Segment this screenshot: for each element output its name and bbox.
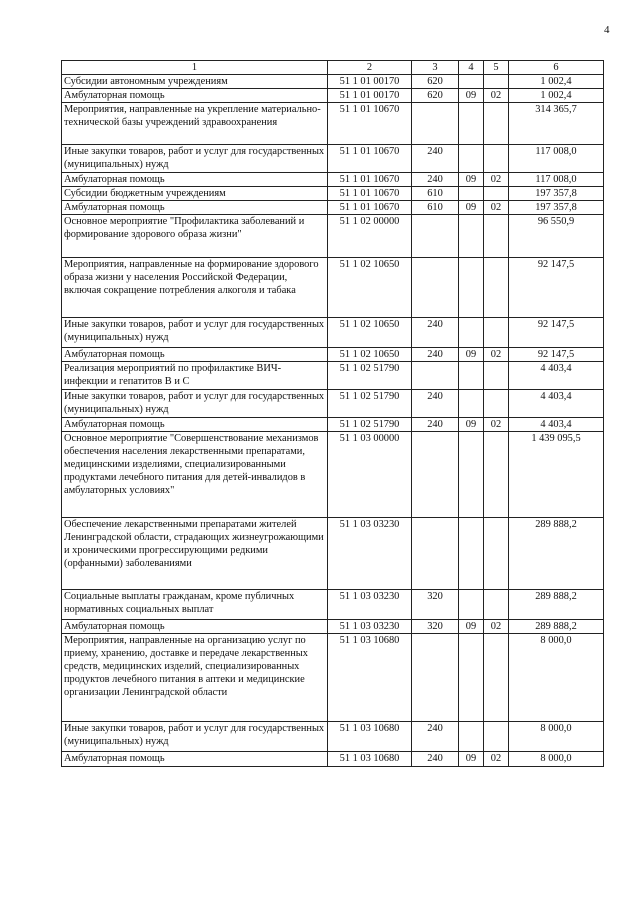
row-rz-cell <box>459 722 484 752</box>
row-rz-cell <box>459 590 484 620</box>
row-sum-cell: 92 147,5 <box>509 318 604 348</box>
row-name-cell: Мероприятия, направленные на укрепление материально-технической базы учреждений здравоохранения <box>62 103 328 145</box>
row-kvr-cell: 240 <box>412 752 459 767</box>
row-sum-cell: 4 403,4 <box>509 418 604 432</box>
row-rz-cell: 09 <box>459 348 484 362</box>
row-kvr-cell: 610 <box>412 187 459 201</box>
table-row <box>62 103 604 145</box>
row-rz-cell <box>459 75 484 89</box>
row-kvr-cell <box>412 432 459 518</box>
row-kvr-cell: 620 <box>412 89 459 103</box>
row-rz-cell: 09 <box>459 620 484 634</box>
row-pr-cell <box>484 432 509 518</box>
row-name-cell: Мероприятия, направленные на организацию услуг по приему, хранению, доставке и передаче лекарственных средств, медицинских изделий, специализированных продуктов лечебного питания в аптеки и медицинские организации Ленинградской области <box>62 634 328 722</box>
row-rz-cell <box>459 518 484 590</box>
row-rz-cell <box>459 258 484 318</box>
row-sum-cell: 289 888,2 <box>509 518 604 590</box>
row-kvr-cell: 240 <box>412 722 459 752</box>
row-kvr-cell: 240 <box>412 390 459 418</box>
row-code-cell: 51 1 02 51790 <box>328 362 412 390</box>
row-name-cell: Иные закупки товаров, работ и услуг для государственных (муниципальных) нужд <box>62 722 328 752</box>
row-pr-cell <box>484 518 509 590</box>
row-code-cell: 51 1 02 10650 <box>328 318 412 348</box>
row-code-cell: 51 1 01 10670 <box>328 145 412 173</box>
row-code-cell: 51 1 03 03230 <box>328 518 412 590</box>
row-code-cell: 51 1 03 03230 <box>328 620 412 634</box>
row-sum-cell: 8 000,0 <box>509 634 604 722</box>
row-pr-cell: 02 <box>484 173 509 187</box>
header-col-1: 1 <box>62 61 328 75</box>
row-pr-cell: 02 <box>484 89 509 103</box>
row-pr-cell <box>484 634 509 722</box>
table-row <box>62 418 604 432</box>
row-pr-cell <box>484 258 509 318</box>
header-col-3: 3 <box>412 61 459 75</box>
table-row <box>62 432 604 518</box>
table-row <box>62 145 604 173</box>
row-kvr-cell <box>412 215 459 258</box>
row-name-cell: Субсидии бюджетным учреждениям <box>62 187 328 201</box>
row-kvr-cell: 240 <box>412 348 459 362</box>
table-row <box>62 258 604 318</box>
budget-table <box>61 60 604 767</box>
row-sum-cell: 117 008,0 <box>509 145 604 173</box>
row-kvr-cell: 240 <box>412 318 459 348</box>
table-row <box>62 390 604 418</box>
row-pr-cell <box>484 362 509 390</box>
row-rz-cell <box>459 187 484 201</box>
row-code-cell: 51 1 03 10680 <box>328 634 412 722</box>
row-kvr-cell <box>412 518 459 590</box>
row-code-cell: 51 1 01 10670 <box>328 201 412 215</box>
row-rz-cell: 09 <box>459 418 484 432</box>
header-col-6: 6 <box>509 61 604 75</box>
row-code-cell: 51 1 03 00000 <box>328 432 412 518</box>
row-kvr-cell: 240 <box>412 145 459 173</box>
row-pr-cell <box>484 75 509 89</box>
row-rz-cell: 09 <box>459 201 484 215</box>
row-kvr-cell: 610 <box>412 201 459 215</box>
table-row <box>62 634 604 722</box>
row-sum-cell: 96 550,9 <box>509 215 604 258</box>
row-pr-cell <box>484 390 509 418</box>
row-code-cell: 51 1 02 51790 <box>328 418 412 432</box>
row-sum-cell: 289 888,2 <box>509 590 604 620</box>
row-pr-cell <box>484 590 509 620</box>
row-name-cell: Амбулаторная помощь <box>62 620 328 634</box>
table-row <box>62 173 604 187</box>
row-sum-cell: 117 008,0 <box>509 173 604 187</box>
row-pr-cell <box>484 103 509 145</box>
row-code-cell: 51 1 01 10670 <box>328 103 412 145</box>
row-sum-cell: 8 000,0 <box>509 752 604 767</box>
row-pr-cell: 02 <box>484 348 509 362</box>
table-row <box>62 201 604 215</box>
row-code-cell: 51 1 02 10650 <box>328 348 412 362</box>
row-rz-cell <box>459 634 484 722</box>
row-kvr-cell: 620 <box>412 75 459 89</box>
row-kvr-cell: 240 <box>412 418 459 432</box>
row-sum-cell: 197 357,8 <box>509 201 604 215</box>
row-rz-cell <box>459 390 484 418</box>
table-row <box>62 318 604 348</box>
page-number: 4 <box>604 24 610 36</box>
table-header-row <box>62 61 604 75</box>
row-rz-cell: 09 <box>459 89 484 103</box>
row-code-cell: 51 1 02 10650 <box>328 258 412 318</box>
row-code-cell: 51 1 01 00170 <box>328 75 412 89</box>
row-rz-cell <box>459 145 484 173</box>
row-kvr-cell: 240 <box>412 173 459 187</box>
row-sum-cell: 92 147,5 <box>509 258 604 318</box>
row-kvr-cell: 320 <box>412 620 459 634</box>
row-pr-cell <box>484 215 509 258</box>
row-rz-cell <box>459 103 484 145</box>
table-row <box>62 722 604 752</box>
row-pr-cell: 02 <box>484 201 509 215</box>
row-name-cell: Амбулаторная помощь <box>62 201 328 215</box>
row-kvr-cell <box>412 362 459 390</box>
row-code-cell: 51 1 02 51790 <box>328 390 412 418</box>
row-kvr-cell <box>412 103 459 145</box>
row-name-cell: Иные закупки товаров, работ и услуг для государственных (муниципальных) нужд <box>62 390 328 418</box>
row-code-cell: 51 1 03 10680 <box>328 722 412 752</box>
row-sum-cell: 4 403,4 <box>509 390 604 418</box>
row-pr-cell <box>484 145 509 173</box>
header-col-5: 5 <box>484 61 509 75</box>
table-row <box>62 75 604 89</box>
row-pr-cell: 02 <box>484 620 509 634</box>
row-name-cell: Амбулаторная помощь <box>62 418 328 432</box>
row-name-cell: Основное мероприятие "Профилактика заболеваний и формирование здорового образа жизни" <box>62 215 328 258</box>
row-code-cell: 51 1 03 03230 <box>328 590 412 620</box>
row-kvr-cell <box>412 258 459 318</box>
row-code-cell: 51 1 03 10680 <box>328 752 412 767</box>
row-name-cell: Реализация мероприятий по профилактике ВИЧ-инфекции и гепатитов В и С <box>62 362 328 390</box>
row-sum-cell: 197 357,8 <box>509 187 604 201</box>
table-row <box>62 620 604 634</box>
row-name-cell: Мероприятия, направленные на формирование здорового образа жизни у населения Российской Федерации, включая сокращение потребления алкоголя и табака <box>62 258 328 318</box>
row-pr-cell <box>484 722 509 752</box>
row-sum-cell: 289 888,2 <box>509 620 604 634</box>
table-body <box>62 75 604 767</box>
row-rz-cell: 09 <box>459 173 484 187</box>
row-name-cell: Основное мероприятие "Совершенствование механизмов обеспечения населения лекарственными препаратами, медицинскими изделиями, специализированными продуктами лечебного питания для детей-инвалидов в амбулаторных условиях" <box>62 432 328 518</box>
row-rz-cell <box>459 318 484 348</box>
row-name-cell: Иные закупки товаров, работ и услуг для государственных (муниципальных) нужд <box>62 145 328 173</box>
row-sum-cell: 1 002,4 <box>509 89 604 103</box>
row-rz-cell <box>459 362 484 390</box>
row-code-cell: 51 1 01 10670 <box>328 173 412 187</box>
table-row <box>62 518 604 590</box>
table-row <box>62 752 604 767</box>
row-code-cell: 51 1 01 10670 <box>328 187 412 201</box>
row-name-cell: Обеспечение лекарственными препаратами жителей Ленинградской области, страдающих жизнеугрожающими и хроническими прогрессирующими редкими (орфанными) заболеваниями <box>62 518 328 590</box>
row-sum-cell: 1 002,4 <box>509 75 604 89</box>
row-name-cell: Амбулаторная помощь <box>62 89 328 103</box>
header-col-4: 4 <box>459 61 484 75</box>
row-sum-cell: 1 439 095,5 <box>509 432 604 518</box>
row-sum-cell: 4 403,4 <box>509 362 604 390</box>
row-kvr-cell: 320 <box>412 590 459 620</box>
row-name-cell: Субсидии автономным учреждениям <box>62 75 328 89</box>
header-col-2: 2 <box>328 61 412 75</box>
table-row <box>62 187 604 201</box>
row-rz-cell <box>459 215 484 258</box>
row-pr-cell: 02 <box>484 418 509 432</box>
row-sum-cell: 92 147,5 <box>509 348 604 362</box>
row-sum-cell: 8 000,0 <box>509 722 604 752</box>
row-rz-cell <box>459 432 484 518</box>
table-row <box>62 590 604 620</box>
row-pr-cell <box>484 187 509 201</box>
row-name-cell: Амбулаторная помощь <box>62 173 328 187</box>
row-rz-cell: 09 <box>459 752 484 767</box>
row-kvr-cell <box>412 634 459 722</box>
table-row <box>62 362 604 390</box>
table-row <box>62 89 604 103</box>
row-name-cell: Социальные выплаты гражданам, кроме публичных нормативных социальных выплат <box>62 590 328 620</box>
row-sum-cell: 314 365,7 <box>509 103 604 145</box>
row-name-cell: Амбулаторная помощь <box>62 752 328 767</box>
row-pr-cell <box>484 318 509 348</box>
row-name-cell: Амбулаторная помощь <box>62 348 328 362</box>
table-row <box>62 348 604 362</box>
table-row <box>62 215 604 258</box>
row-code-cell: 51 1 01 00170 <box>328 89 412 103</box>
row-code-cell: 51 1 02 00000 <box>328 215 412 258</box>
row-pr-cell: 02 <box>484 752 509 767</box>
row-name-cell: Иные закупки товаров, работ и услуг для государственных (муниципальных) нужд <box>62 318 328 348</box>
